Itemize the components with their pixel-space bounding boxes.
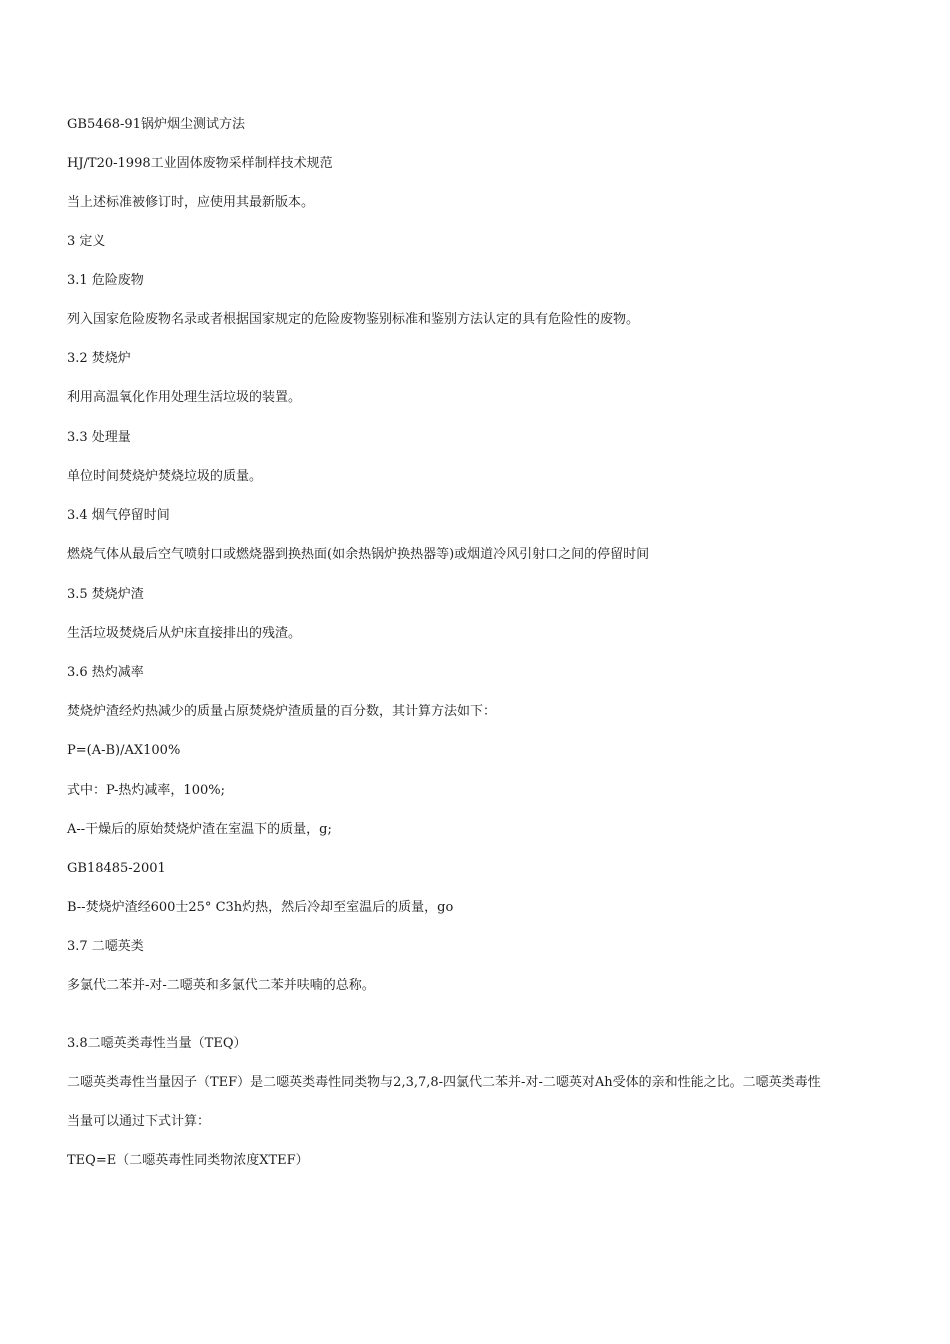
standard-reference-gb5468: GB5468-91锅炉烟尘测试方法 — [67, 117, 245, 132]
subsection-heading-3-5: 3.5 焚烧炉渣 — [67, 587, 144, 602]
definition-text-3-5: 生活垃圾焚烧后从炉床直接排出的残渣。 — [67, 626, 302, 641]
subsection-heading-3-7: 3.7 二噁英类 — [67, 939, 144, 954]
subsection-heading-3-3: 3.3 处理量 — [67, 430, 131, 445]
definition-text-3-2: 利用高温氧化作用处理生活垃圾的装置。 — [67, 390, 302, 405]
formula-ignition-loss: P=(A-B)/AX100% — [67, 743, 181, 758]
section-heading-definitions: 3 定义 — [67, 234, 106, 249]
subsection-heading-3-1: 3.1 危险废物 — [67, 273, 144, 288]
subsection-heading-3-4: 3.4 烟气停留时间 — [67, 508, 170, 523]
page-header-standard-number: GB18485-2001 — [67, 861, 166, 876]
revision-note: 当上述标准被修订时，应使用其最新版本。 — [67, 195, 315, 210]
formula-variable-a: A--干燥后的原始焚烧炉渣在室温下的质量，g; — [67, 822, 332, 837]
formula-variable-b: B--焚烧炉渣经600士25° C3h灼热，然后冷却至室温后的质量，go — [67, 900, 454, 915]
definition-text-3-4: 燃烧气体从最后空气喷射口或燃烧器到换热面(如余热锅炉换热器等)或烟道冷风引射口之间的停留时间 — [67, 547, 650, 562]
subsection-heading-3-8: 3.8二噁英类毒性当量（TEQ） — [67, 1036, 247, 1051]
standard-reference-hjt20: HJ/T20-1998工业固体废物采样制样技术规范 — [67, 156, 333, 171]
definition-text-3-6: 焚烧炉渣经灼热减少的质量占原焚烧炉渣质量的百分数，其计算方法如下： — [67, 704, 497, 719]
subsection-heading-3-2: 3.2 焚烧炉 — [67, 351, 131, 366]
definition-text-3-7: 多氯代二苯并-对-二噁英和多氯代二苯并呋喃的总称。 — [67, 978, 375, 993]
definition-text-3-1: 列入国家危险废物名录或者根据国家规定的危险废物鉴别标准和鉴别方法认定的具有危险性的废物。 — [67, 312, 640, 327]
formula-variable-p: 式中：P-热灼减率，100%; — [67, 783, 225, 798]
subsection-heading-3-6: 3.6 热灼减率 — [67, 665, 144, 680]
definition-text-3-3: 单位时间焚烧炉焚烧垃圾的质量。 — [67, 469, 263, 484]
definition-text-3-8: 二噁英类毒性当量因子（TEF）是二噁英类毒性同类物与2,3,7,8-四氯代二苯并-对-二噁英对Ah受体的亲和性能之比。二噁英类毒性 — [67, 1075, 821, 1090]
definition-text-3-8-continued: 当量可以通过下式计算： — [67, 1114, 211, 1129]
formula-teq: TEQ=E（二噁英毒性同类物浓度XTEF） — [67, 1153, 309, 1168]
